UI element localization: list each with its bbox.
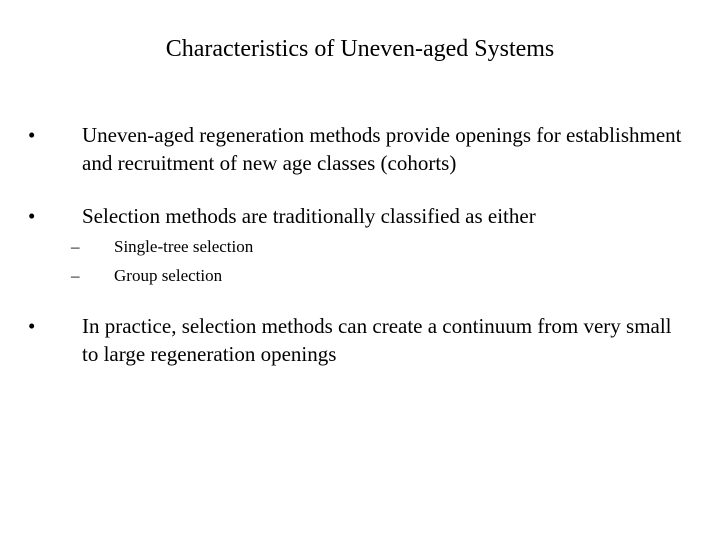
dash-marker: – xyxy=(71,237,80,256)
sub-bullet-text: Single-tree selection xyxy=(114,237,254,256)
bullet-text: In practice, selection methods can create a continuum from very small to large regeneration openings xyxy=(82,314,672,366)
bullet-text: Uneven-aged regeneration methods provide openings for establishment and recruitment of new age classes (cohorts) xyxy=(82,123,682,175)
bullet-text: Selection methods are traditionally classified as either xyxy=(82,204,536,228)
bullet-marker: • xyxy=(28,123,36,147)
dash-marker: – xyxy=(71,266,80,285)
slide-title: Characteristics of Uneven-aged Systems xyxy=(165,36,555,62)
bullet-marker: • xyxy=(28,314,36,338)
bullet-marker: • xyxy=(28,204,36,228)
sub-bullet-text: Group selection xyxy=(114,266,223,285)
